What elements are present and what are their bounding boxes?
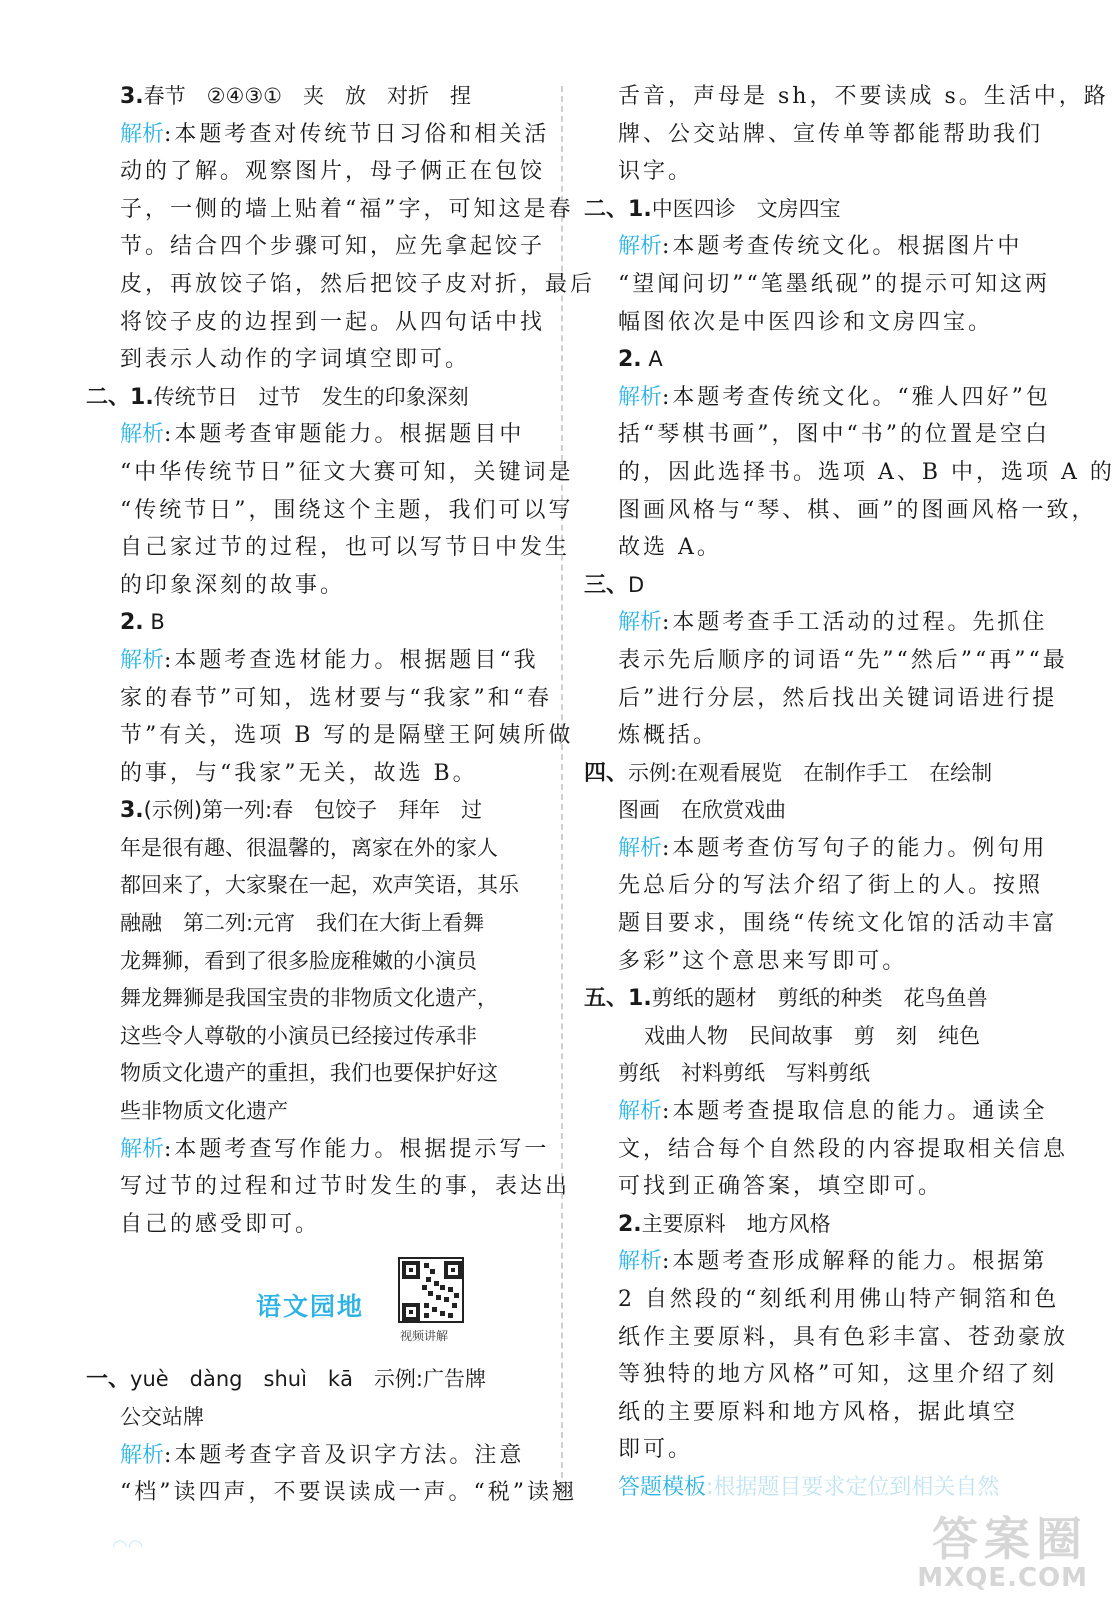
section-title: 语文园地 [256,1292,365,1322]
question-number: 二、 [86,384,131,410]
text-span: 示例:在观看展览 在制作手工 在绘制 [628,760,993,785]
text-line [86,1131,548,1169]
text-span: 的，因此选择书。选项 A、B 中，选项 A 的 [618,459,1115,485]
text-span: 春节 ②④③① 夹 放 对折 捏 [143,84,471,108]
text-span: 些非物质文化遗产 [120,1099,288,1124]
text-line [584,1281,1060,1319]
text-line [584,867,1060,905]
left-column [86,78,596,1512]
analysis-tag: 解析 [618,384,663,410]
text-span: :本题考查提取信息的能力。通读全 [662,1099,1048,1125]
text-span: :本题考查传统文化。“雅人四好”包 [662,384,1051,410]
text-span: 融融 第二列:元宵 我们在大街上看舞 [120,911,485,936]
text-span: 龙舞狮，看到了很多脸庞稚嫩的小演员 [120,948,477,973]
text-line [584,266,1060,304]
text-span: :本题考查形成解释的能力。根据第 [662,1249,1048,1275]
text-line [584,1055,1060,1093]
analysis-tag: 解析 [618,835,663,861]
analysis-tag: 解析 [120,1136,165,1162]
text-span: 可找到正确答案，填空即可。 [618,1174,944,1200]
text-span: 主要原料 地方风格 [641,1211,831,1236]
text-line [584,717,1060,755]
text-span: :本题考查对传统节日习俗和相关活 [164,121,550,147]
text-span: :本题考查审题能力。根据题目中 [164,422,525,448]
text-line [86,604,548,642]
text-line [86,529,571,567]
text-line [584,1243,1060,1281]
text-line [584,1206,1060,1244]
text-span: 的印象深刻的故事。 [120,572,346,598]
text-span: “档”读四声，不要误读成一声。“税”读翘 [120,1480,577,1506]
text-span: 纸的主要原料和地方风格，据此填空 [618,1399,1019,1425]
text-span: 传统节日 过节 发生的印象深刻 [153,384,469,409]
text-line [584,943,1060,981]
text-line [584,304,1060,342]
text-span: 自己的感受即可。 [120,1211,321,1237]
text-span: “望闻问切”“笔墨纸砚”的提示可知这两 [618,271,1050,297]
text-line [584,454,1115,492]
text-line [86,153,548,191]
text-line [86,1206,548,1244]
analysis-tag: 解析 [618,234,663,260]
text-span: 文，结合每个自然段的内容提取相关信息 [618,1136,1069,1162]
text-span: 节”有关，选项 B 写的是隔壁王阿姨所做 [120,723,574,749]
text-span: 舌音，声母是 sh，不要读成 s。生活中，路 [618,84,1109,109]
text-span: (示例)第一列:春 包饺子 拜年 过 [143,798,483,823]
text-line [584,1168,1060,1206]
text-line [584,1018,1060,1056]
text-line [86,1093,548,1131]
text-line [86,943,548,981]
text-span: 后”进行分层，然后找出关键词语进行提 [618,685,1058,711]
analysis-tag: 解析 [618,1099,663,1125]
text-span: :本题考查字音及识字方法。注意 [164,1442,525,1468]
analysis-tag: 解析 [120,647,165,673]
text-line [86,416,548,454]
qr-code-icon[interactable] [398,1257,464,1323]
text-line [584,379,1060,417]
analysis-tag: 解析 [618,610,663,636]
text-line [584,1093,1060,1131]
text-line [86,341,548,379]
text-line [86,680,552,718]
text-line [584,905,1060,943]
text-line [86,228,548,266]
watermark-cn: 答案圈 [932,1512,1088,1566]
text-span: B [143,610,165,635]
watermark-en: MXQE.COM [917,1563,1088,1593]
question-number: 2. [618,1211,642,1237]
text-line [584,1431,1060,1469]
text-line [584,755,1060,793]
text-span: 这些令人尊敬的小演员已经接过传承非 [120,1023,477,1048]
question-number: 1. [628,196,652,222]
text-span: :本题考查写作能力。根据提示写一 [164,1136,550,1162]
text-span: 公交站牌 [120,1405,204,1429]
text-span: 节。结合四个步骤可知，应先拿起饺子 [120,234,546,260]
text-span: “中华传统节日”征文大赛可知，关键词是 [120,459,574,485]
text-span: 的事，与“我家”无关，故选 B。 [120,760,478,786]
text-line [584,116,1060,154]
text-span: 表示先后顺序的词语“先”“然后”“再”“最 [618,647,1068,673]
right-answer-block [584,78,1115,1507]
text-line [584,980,1060,1018]
question-number: 3. [120,798,144,824]
text-span: 图画 在欣赏戏曲 [618,798,786,823]
text-span: 物质文化遗产的重担，我们也要保护好这 [120,1061,498,1086]
left-answer-block [86,78,596,1243]
text-line [86,379,548,417]
text-line [86,1018,548,1056]
text-span: 图画风格与“琴、棋、画”的图画风格一致， [618,497,1097,523]
text-span: 幅图依次是中医四诊和文房四宝。 [618,309,994,335]
text-line [584,492,1097,530]
text-line [86,78,548,116]
analysis-tag: 解析 [120,422,165,448]
text-span: 年是很有趣、很温馨的，离家在外的家人 [120,835,498,860]
text-line [584,153,1060,191]
analysis-tag: 解析 [120,1442,165,1468]
text-line [86,867,548,905]
watermark [917,1514,1088,1592]
text-span: A [641,347,663,372]
text-line [86,980,548,1018]
question-number: 四、 [584,760,629,786]
text-span: 剪纸的题材 剪纸的种类 花鸟鱼兽 [651,986,988,1011]
text-span: 剪纸 衬料剪纸 写料剪纸 [618,1061,870,1086]
text-line [584,1469,1060,1507]
right-column [584,78,1115,1507]
text-line [584,78,1109,116]
question-number: 五、 [584,986,629,1012]
text-line [86,304,548,342]
section-header [86,1243,548,1361]
text-line [584,567,1060,605]
text-span: :根据题目要求定位到相关自然 [706,1474,1000,1500]
text-span: 皮，再放饺子馅，然后把饺子皮对折，最后 [120,271,596,297]
text-line [86,492,574,530]
text-line [584,1394,1060,1432]
text-span: 等独特的地方风格”可知，这里介绍了刻 [618,1362,1058,1388]
text-span: 中医四诊 文房四宝 [651,196,841,221]
text-line [86,1474,577,1512]
text-line [86,1168,571,1206]
text-span: 牌、公交站牌、宣传单等都能帮助我们 [618,121,1044,147]
text-line [86,717,574,755]
qr-code-label: 视频讲解 [400,1329,449,1344]
question-number: 2. [618,347,642,373]
text-span: 括“琴棋书画”，图中“书”的位置是空白 [618,422,1050,448]
text-span: :本题考查选材能力。根据题目“我 [164,647,539,673]
question-number: 3. [120,84,144,109]
left-answer-block-2 [86,1361,577,1511]
text-span: 炼概括。 [618,723,719,749]
analysis-tag: 解析 [120,121,165,147]
text-span: :本题考查传统文化。根据图片中 [662,234,1023,260]
text-line [584,416,1060,454]
text-line [584,1319,1069,1357]
text-span: 动的了解。观察图片，母子俩正在包饺 [120,159,546,185]
text-line [584,830,1060,868]
text-line [86,792,548,830]
text-span: 家的春节”可知，选材要与“我家”和“春 [120,685,552,711]
text-span: 戏曲人物 民间故事 剪 刻 纯色 [644,1023,980,1048]
text-line [86,1055,548,1093]
text-span: D [628,572,645,597]
text-span: 到表示人动作的字词填空即可。 [120,347,471,373]
text-line [584,604,1060,642]
text-line [584,529,1060,567]
text-span: 即可。 [618,1437,694,1463]
text-span: 纸作主要原料，具有色彩丰富、苍劲豪放 [618,1324,1069,1350]
text-line [86,116,548,154]
text-line [86,755,548,793]
question-number: 2. [120,610,144,636]
text-span: 都回来了，大家聚在一起，欢声笑语，其乐 [120,873,519,898]
text-line [86,905,548,943]
question-number: 1. [130,384,154,410]
text-line [86,454,574,492]
text-line [86,1399,548,1437]
text-span: :本题考查手工活动的过程。先抓住 [662,610,1048,636]
text-line [86,567,548,605]
text-span: 舞龙舞狮是我国宝贵的非物质文化遗产， [120,986,498,1011]
text-span: 自己家过节的过程，也可以写节日中发生 [120,535,571,561]
text-line [86,1437,548,1475]
text-line [86,830,548,868]
text-line [584,228,1060,266]
text-line [86,266,596,304]
analysis-tag: 解析 [618,1249,663,1275]
question-number: 二、 [584,196,629,222]
text-line [584,792,1060,830]
text-span: 2 自然段的“刻纸利用佛山特产铜箔和色 [618,1287,1060,1312]
text-span: 识字。 [618,159,694,185]
text-span: 将饺子皮的边捏到一起。从四句话中找 [120,309,546,335]
text-line [86,1361,548,1399]
text-line [584,1356,1060,1394]
text-span: 答题模板 [618,1474,707,1500]
text-span: 先总后分的写法介绍了街上的人。按照 [618,873,1044,899]
text-line [584,191,1060,229]
text-line [584,642,1068,680]
page-corner-mark: ◠◠ [112,1536,144,1557]
text-span: “传统节日”，围绕这个主题，我们可以写 [120,497,574,523]
text-line [86,642,548,680]
text-span: 故选 A。 [618,535,722,561]
question-number: 1. [628,986,652,1012]
text-line [584,341,1060,379]
text-span: 题目要求，围绕“传统文化馆的活动丰富 [618,911,1058,937]
text-span: :本题考查仿写句子的能力。例句用 [662,835,1048,861]
text-line [584,680,1060,718]
text-span: 多彩”这个意思来写即可。 [618,948,908,974]
text-span: yuè dàng shuì kā 示例:广告牌 [130,1367,487,1392]
text-span: 写过节的过程和过节时发生的事，表达出 [120,1174,571,1200]
text-line [86,191,574,229]
text-span: 子，一侧的墙上贴着“福”字，可知这是春 [120,196,574,222]
question-number: 一、 [86,1367,131,1393]
text-line [584,1131,1069,1169]
question-number: 三、 [584,572,629,598]
